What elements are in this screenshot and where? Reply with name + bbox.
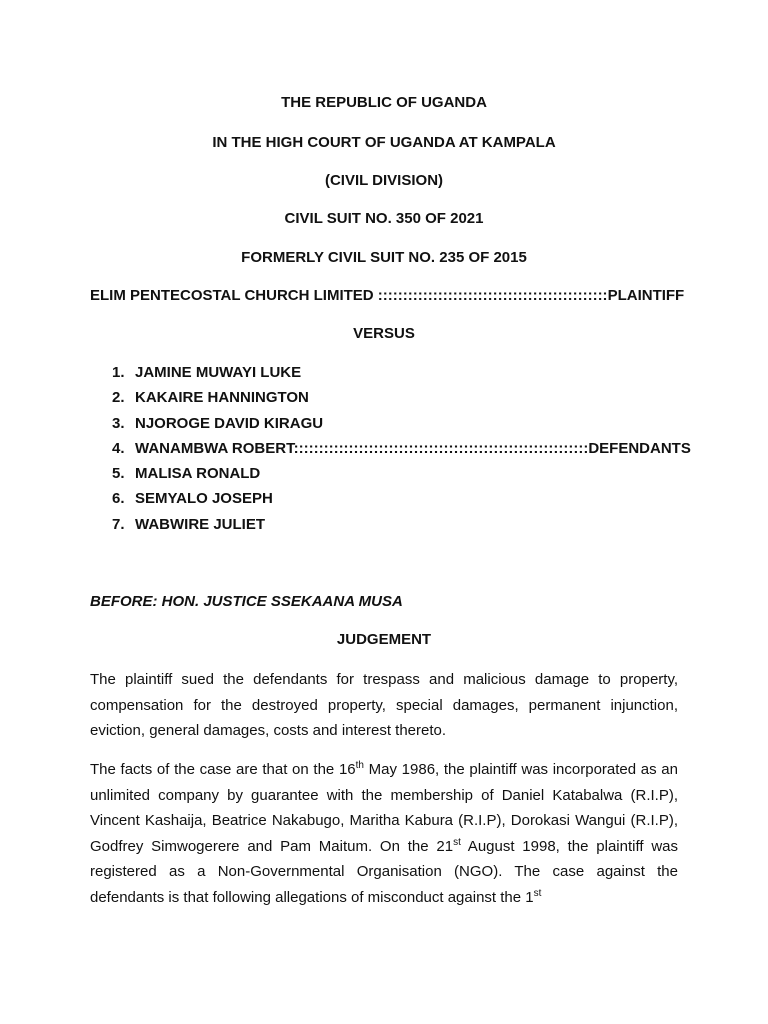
- header-court: IN THE HIGH COURT OF UGANDA AT KAMPALA: [212, 134, 556, 151]
- header-former-suit: FORMERLY CIVIL SUIT NO. 235 OF 2015: [241, 249, 527, 266]
- list-item: 7. WABWIRE JULIET: [112, 515, 265, 533]
- list-item: 1. JAMINE MUWAYI LUKE: [112, 364, 302, 381]
- plaintiff-line: [90, 287, 685, 304]
- header-suit-number: CIVIL SUIT NO. 350 OF 2021: [284, 210, 484, 227]
- defendants-list: [112, 360, 691, 537]
- list-item: 6. SEMYALO JOSEPH: [112, 490, 273, 508]
- header-republic: THE REPUBLIC OF UGANDA: [281, 94, 487, 111]
- list-item: 2. KAKAIRE HANNINGTON: [112, 389, 309, 407]
- judgement-title: JUDGEMENT: [336, 631, 432, 648]
- plaintiff-role: PLAINTIFF: [607, 287, 685, 304]
- versus-label: VERSUS: [353, 325, 415, 342]
- paragraph-1: The plaintiff sued the defendants for trespass and malicious damage to property, compensation for the destroyed property, special damages, permanent injunction, eviction, general damages, costs and interest thereto.: [90, 671, 678, 739]
- list-item: 3. NJOROGE DAVID KIRAGU: [112, 414, 324, 432]
- header-division: (CIVIL DIVISION): [324, 172, 444, 189]
- list-item: 5. MALISA RONALD: [112, 465, 261, 483]
- defendants-dots: :::::::::::::::::::::::::::::::::::::::::::::::::::::::::::: [293, 439, 589, 457]
- list-item: 4. WANAMBWA ROBERT:::::::::::::::::::::::::::::::::::::::::::::::::::::::::::DEFENDANTS: [112, 439, 691, 457]
- plaintiff-dots: ::::::::::::::::::::::::::::::::::::::::::::::: [377, 287, 608, 304]
- paragraph-2: The facts of the case are that on the 16th May 1986, the plaintiff was incorporated as an unlimited company by guarantee with the membership of Daniel Katabalwa (R.I.P), Vincent Kashaija, Beatrice Nakabugo, Maritha Kabura (R.I.P), Dorokasi Wangui (R.I.P), Godfrey Simwogerere and Pam Maitum. On the 21st August 1998, the plaintiff was registered as a Non-Governmental Organisation (NGO). The case against the defendants is that following allegations of misconduct against the 1st: [90, 760, 679, 906]
- plaintiff-name: ELIM PENTECOSTAL CHURCH LIMITED: [90, 287, 378, 304]
- defendants-role: DEFENDANTS: [588, 439, 691, 457]
- before-justice: BEFORE: HON. JUSTICE SSEKAANA MUSA: [90, 593, 403, 610]
